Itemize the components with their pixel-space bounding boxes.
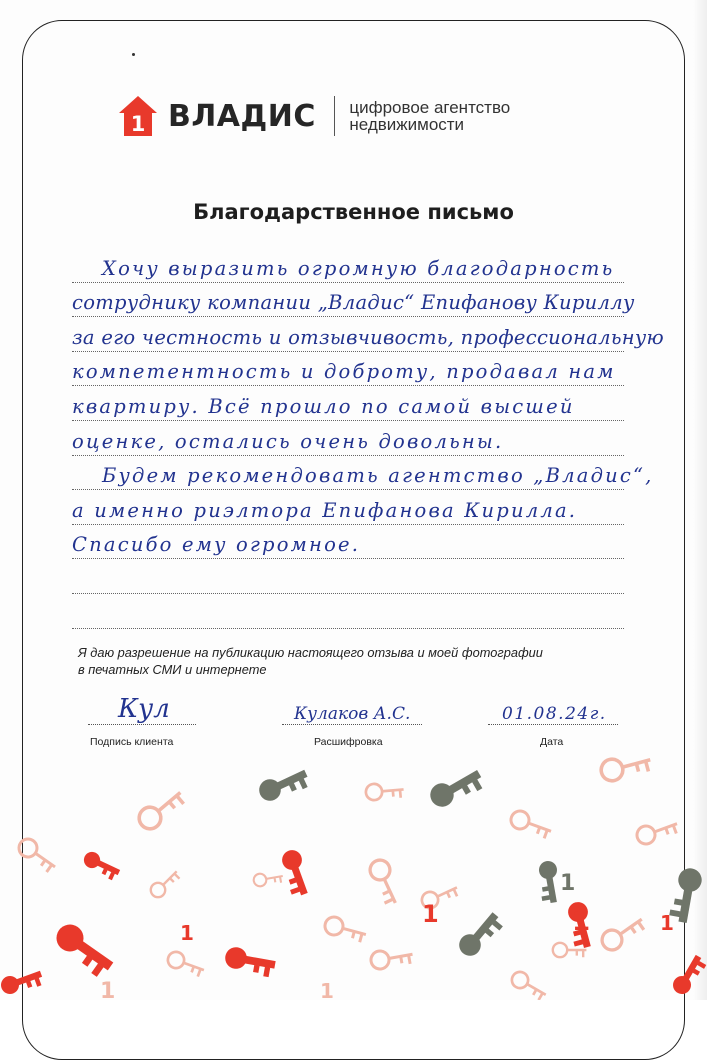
svg-text:1: 1 bbox=[180, 921, 194, 945]
handwritten-text: а именно риэлтора Епифанова Кирилла. bbox=[72, 498, 578, 522]
consent-line-1: Я даю разрешение на публикацию настоящего отзыва и моей фотографии bbox=[78, 645, 543, 660]
outline-key-icon bbox=[15, 749, 680, 1000]
svg-text:1: 1 bbox=[422, 900, 439, 928]
red-key-icon bbox=[0, 847, 707, 998]
tagline-line-2: недвижимости bbox=[349, 115, 465, 134]
handwritten-text: Хочу выразить огромную благодарность bbox=[102, 256, 615, 280]
date-label: Дата bbox=[540, 736, 564, 748]
handwritten-text: компетентность и доброту, продавал нам bbox=[72, 360, 616, 384]
consent-line-2: в печатных СМИ и интернете bbox=[78, 662, 267, 677]
client-signature-label: Подпись клиента bbox=[90, 736, 174, 748]
date-value: 01.08.24г. bbox=[502, 704, 607, 724]
handwritten-text: оценке, остались очень довольны. bbox=[72, 429, 504, 453]
client-signature: Кул bbox=[118, 694, 170, 724]
handwritten-text: за его честность и отзывчивость, профессиональную bbox=[72, 325, 664, 349]
handwritten-text: квартиру. Всё прошло по самой высшей bbox=[72, 394, 575, 418]
svg-text:1: 1 bbox=[320, 979, 334, 1000]
brand-name: ВЛАДИС bbox=[168, 98, 316, 134]
decorative-digit-icon bbox=[100, 871, 674, 1000]
letter-title: Благодарственное письмо bbox=[193, 200, 514, 224]
handwritten-text: Спасибо ему огромное. bbox=[72, 533, 361, 557]
handwritten-text: сотруднику компании „Владис“ Епифанову Кириллу bbox=[72, 291, 635, 315]
logo-digit: 1 bbox=[130, 112, 146, 136]
handwritten-text: Будем рекомендовать агентство „Владис“, bbox=[102, 464, 654, 488]
svg-text:1: 1 bbox=[572, 907, 591, 937]
svg-text:1: 1 bbox=[100, 979, 116, 1000]
decoding-value: Кулаков А.С. bbox=[294, 704, 411, 724]
svg-text:1: 1 bbox=[560, 871, 576, 896]
svg-text:1: 1 bbox=[660, 911, 674, 935]
decoding-label: Расшифровка bbox=[314, 736, 383, 748]
tagline-line-1: цифровое агентство bbox=[349, 98, 511, 117]
